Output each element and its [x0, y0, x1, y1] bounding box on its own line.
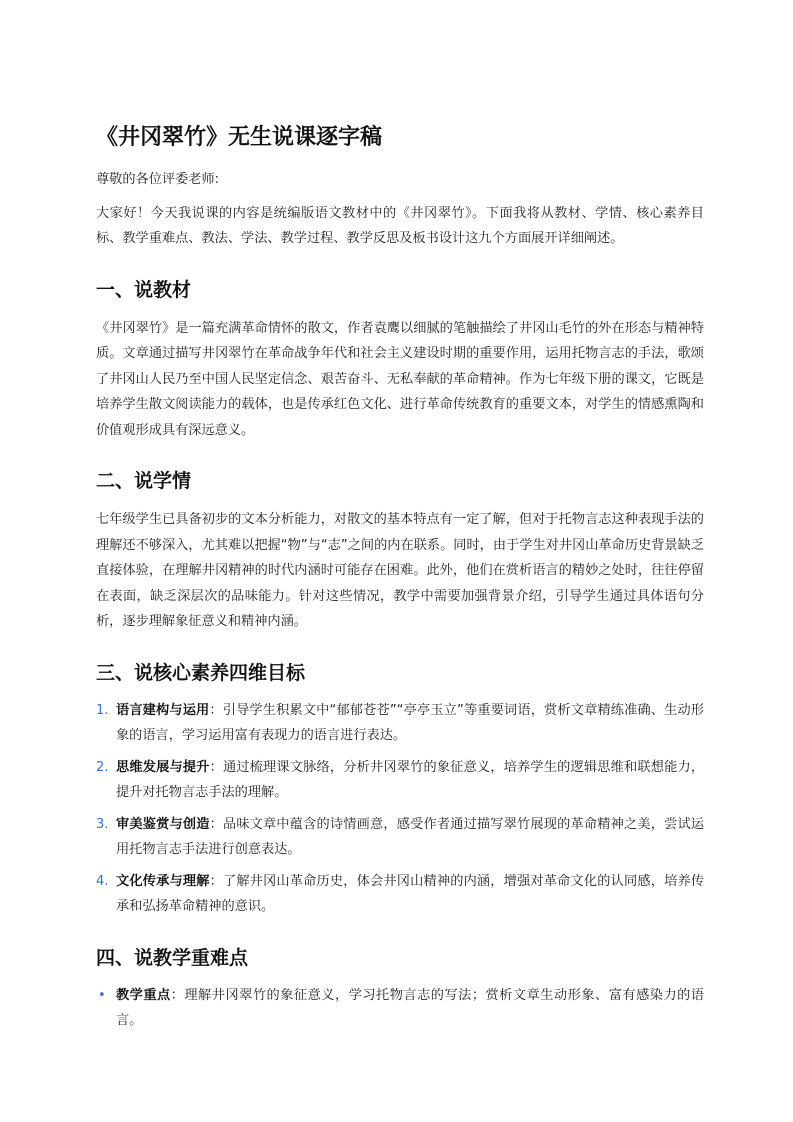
list-item [96, 983, 704, 1034]
list-text: ：理解井冈翠竹的象征意义，学习托物言志的写法；赏析文章生动形象、富有感染力的语言。 [116, 987, 705, 1028]
list-term: 思维发展与提升 [116, 759, 210, 775]
list-item [96, 755, 704, 806]
intro-paragraph: 大家好！今天我说课的内容是统编版语文教材中的《井冈翠竹》。下面我将从教材、学情、核心素养目标、教学重难点、教法、学法、教学过程、教学反思及板书设计这九个方面展开详细阐述。 [96, 205, 704, 246]
list-number: 4. [96, 873, 109, 889]
document-title: 《井冈翠竹》无生说课逐字稿 [96, 125, 383, 150]
list-text: ：通过梳理课文脉络，分析井冈翠竹的象征意义，培养学生的逻辑思维和联想能力，提升对托物言志手法的理解。 [116, 759, 705, 800]
list-text: ：引导学生积累文中“郁郁苍苍”“亭亭玉立”等重要词语，赏析文章精练准确、生动形象的语言，学习运用富有表现力的语言进行表达。 [116, 702, 705, 743]
list-number: 1. [96, 702, 109, 718]
list-item [96, 869, 704, 920]
salutation: 尊敬的各位评委老师: [96, 172, 220, 187]
list-term: 审美鉴赏与创造 [116, 816, 210, 832]
goals-list [96, 698, 704, 920]
list-term: 文化传承与理解 [116, 873, 210, 889]
list-term: 语言建构与运用 [116, 702, 210, 718]
list-item [96, 698, 704, 749]
bullet-icon: • [98, 987, 106, 1003]
section-title-students: 二、说学情 [96, 470, 192, 492]
list-number: 2. [96, 759, 109, 775]
section-title-goals: 三、说核心素养四维目标 [96, 661, 306, 684]
section-body-textbook: 《井冈翠竹》是一篇充满革命情怀的散文，作者袁鹰以细腻的笔触描绘了井冈山毛竹的外在形态与精神特质。文章通过描写井冈翠竹在革命战争年代和社会主义建设时期的重要作用，运用托物言志的手法，歌颂了井冈山人民乃至中国人民坚定信念、艰苦奋斗、无私奉献的革命精神。作为七年级下册的课文，它既是培养学生散文阅读能力的载体，也是传承红色文化、进行革命传统教育的重要文本，对学生的情感熏陶和价值观形成具有深远意义。 [96, 320, 704, 438]
section-body-students: 七年级学生已具备初步的文本分析能力，对散文的基本特点有一定了解，但对于托物言志这种表现手法的理解还不够深入，尤其难以把握“物”与“志”之间的内在联系。同时，由于学生对井冈山革命历史背景缺乏直接体验，在理解井冈精神的时代内涵时可能存在困难。此外，他们在赏析语言的精妙之处时，往往停留在表面，缺乏深层次的品味能力。针对这些情况，教学中需要加强背景介绍，引导学生通过具体语句分析，逐步理解象征意义和精神内涵。 [96, 512, 704, 629]
list-item [96, 812, 704, 863]
list-text: ：品味文章中蕴含的诗情画意，感受作者通过描写翠竹展现的革命精神之美，尝试运用托物言志手法进行创意表达。 [116, 816, 705, 857]
list-number: 3. [96, 816, 109, 832]
key-points-list [96, 983, 704, 1034]
list-term: 教学重点 [116, 987, 171, 1003]
list-text: ：了解井冈山革命历史，体会井冈山精神的内涵，增强对革命文化的认同感，培养传承和弘扬革命精神的意识。 [116, 873, 705, 914]
document-content [96, 118, 704, 1040]
section-title-textbook: 一、说教材 [96, 278, 192, 301]
section-title-key-points: 四、说教学重难点 [96, 946, 249, 969]
